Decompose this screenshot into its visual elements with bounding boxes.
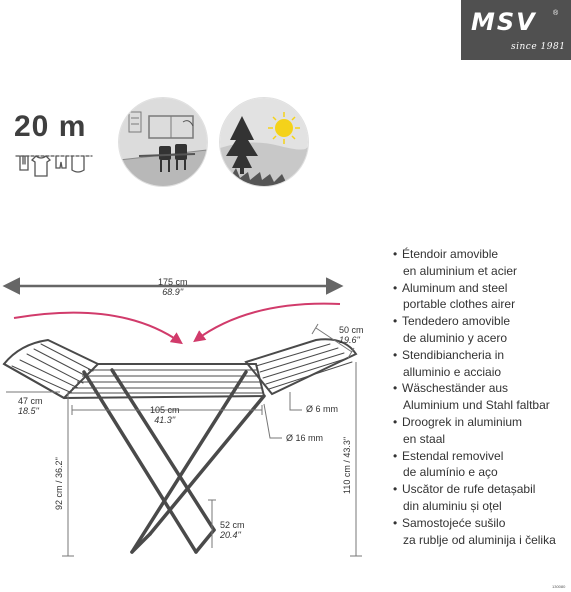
dim-secondary: 68.9'' bbox=[162, 287, 184, 297]
list-item-line: • Aluminum and steel bbox=[402, 280, 508, 295]
drying-length: 20 m bbox=[14, 110, 87, 143]
list-item-line: • Wäscheständer aus bbox=[402, 381, 509, 396]
list-item-line: • Étendoir amovible bbox=[402, 247, 499, 261]
list-item bbox=[393, 414, 556, 448]
rod-diameter-label: Ø 6 mm bbox=[306, 404, 339, 414]
product-description-list bbox=[393, 246, 556, 548]
center-width-label bbox=[150, 405, 180, 425]
wing-depth-label bbox=[18, 396, 43, 416]
dim-secondary: 18.5'' bbox=[18, 406, 39, 416]
list-item-line: en aluminium et acier bbox=[403, 263, 518, 278]
dim-primary: 50 cm bbox=[339, 325, 364, 335]
list-item-line: • Stendibiancheria in bbox=[402, 347, 505, 362]
tube-diameter-label: Ø 16 mm bbox=[286, 433, 324, 443]
list-item bbox=[393, 313, 556, 347]
list-item-line: de alumínio e aço bbox=[403, 465, 498, 480]
list-item-line: en staal bbox=[403, 431, 446, 446]
dim-primary: 105 cm bbox=[150, 405, 180, 415]
foot-depth-label bbox=[220, 520, 245, 540]
list-item-line: de aluminio y acero bbox=[403, 330, 508, 345]
list-item bbox=[393, 246, 556, 280]
list-item-line: • Samostojeće sušilo bbox=[402, 515, 506, 530]
list-item bbox=[393, 515, 556, 549]
logo-text: MSV bbox=[471, 8, 537, 36]
list-item bbox=[393, 481, 556, 515]
list-item bbox=[393, 448, 556, 482]
dim-secondary: 20.4'' bbox=[220, 530, 241, 540]
wing-width-label bbox=[339, 325, 364, 345]
total-width-label bbox=[158, 277, 188, 297]
list-item-line: za rublje od aluminija i čelika bbox=[403, 532, 556, 547]
list-item bbox=[393, 347, 556, 381]
list-item-line: portable clothes airer bbox=[403, 297, 516, 312]
dim-secondary: 19.6'' bbox=[339, 335, 360, 345]
list-item bbox=[393, 280, 556, 314]
list-item-line: • Tendedero amovible bbox=[402, 314, 511, 329]
dim-secondary: 41.3'' bbox=[154, 415, 176, 425]
logo-tagline: since 1981 bbox=[511, 42, 566, 52]
dim-primary: 47 cm bbox=[18, 396, 43, 406]
list-item-line: Aluminium und Stahl faltbar bbox=[403, 398, 550, 413]
list-item-line: • Estendal removivel bbox=[402, 448, 504, 463]
product-code: 130080 bbox=[552, 584, 566, 589]
rail-height-label: 92 cm / 36.2'' bbox=[54, 457, 64, 510]
total-height-label: 110 cm / 43.3'' bbox=[342, 436, 352, 494]
list-item-line: • Droogrek in aluminium bbox=[402, 414, 523, 429]
dim-primary: 52 cm bbox=[220, 520, 245, 530]
dim-primary: 175 cm bbox=[158, 277, 188, 287]
list-item-line: din aluminiu și oțel bbox=[403, 498, 502, 513]
list-item-line: • Uscător de rufe detașabil bbox=[402, 482, 536, 497]
list-item-line: alluminio e acciaio bbox=[403, 364, 502, 379]
list-item bbox=[393, 380, 556, 414]
registered-mark: ® bbox=[553, 10, 559, 17]
